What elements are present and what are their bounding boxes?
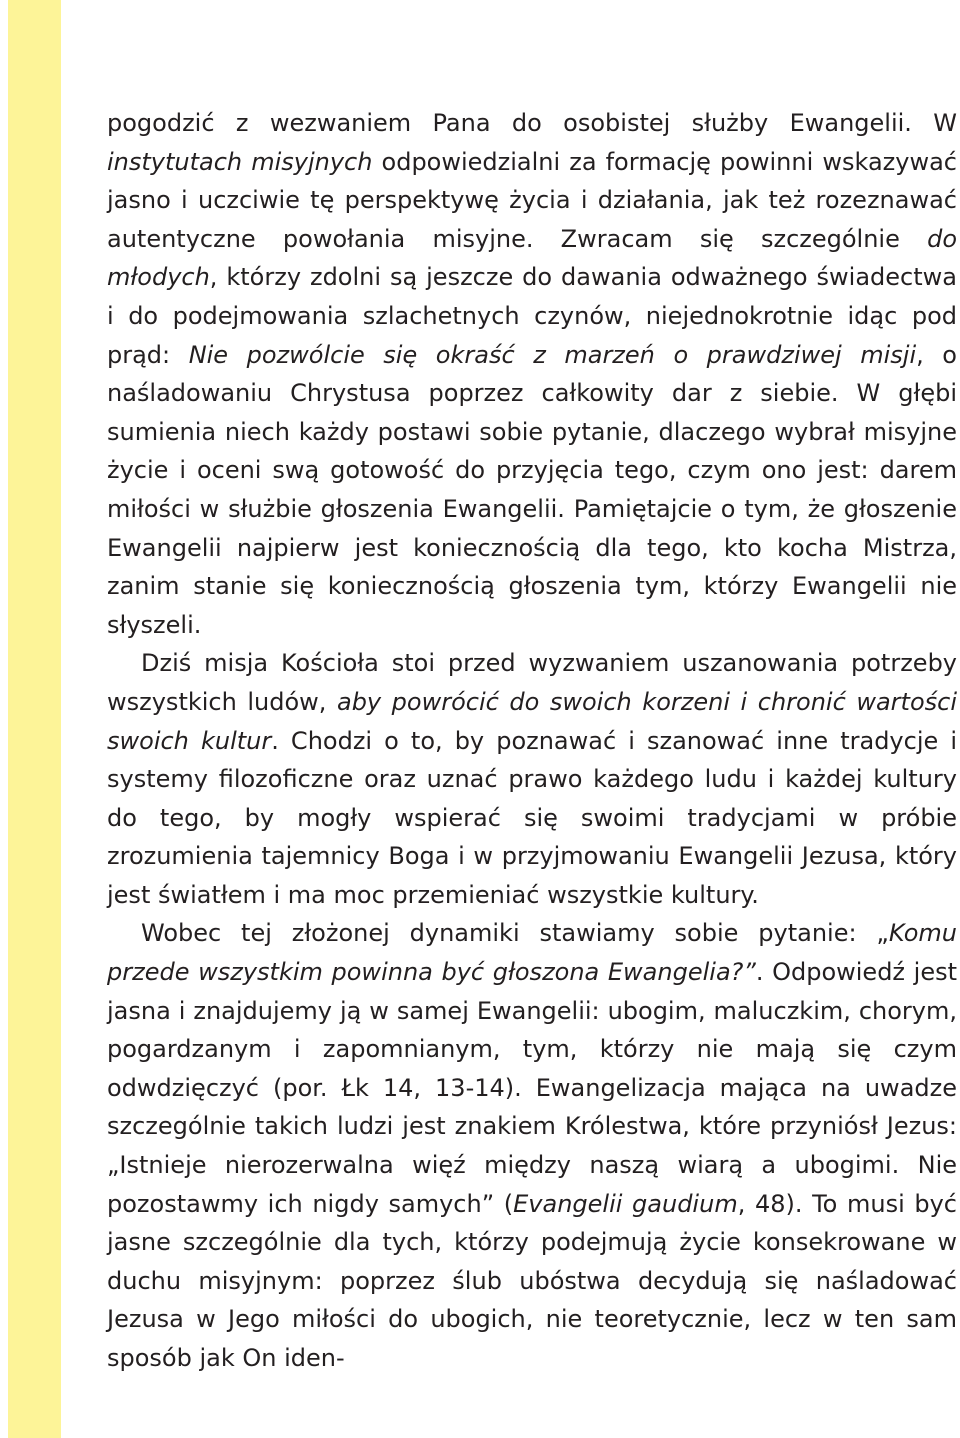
text-span: Wobec tej złożonej dynamiki stawiamy sobie pytanie: „ [141,919,889,948]
paragraph-2 [107,644,957,914]
margin-color-band [8,0,61,1438]
text-span: pogodzić z wezwaniem Pana do osobistej służby Ewangelii. W [107,109,957,137]
text-span: odpowiedzialni za formację powinni wskazywać jasno i uczciwie tę perspektywę życia i działania, jak też rozeznawać autentyczne powołania misyjne. Zwracam się szczególnie [107,147,957,253]
paragraph-3 [107,914,957,1377]
text-span: . Odpowiedź jest jasna i znajdujemy ją w samej Ewangelii: ubogim, maluczkim, chorym, pogardzanym i zapomnianym, tym, którzy nie mają się czym odwdzięczyć (por. Łk 14, 13-14). Ewangelizacja mająca na uwadze szczególnie takich ludzi jest znakiem Królestwa, które przyniósł Jezus: „Istnieje nierozerwalna więź między naszą wiarą a ubogimi. Nie pozostawmy ich nigdy samych” ( [107,958,957,1218]
text-span: . Chodzi o to, by poznawać i szanować inne tradycje i systemy filozoficzne oraz uznać prawo każdego ludu i każdej kultury do tego, by mogły wspierać się swoimi tradycjami w próbie zrozumienia tajemnicy Boga i w przyjmowaniu Ewangelii Jezusa, który jest światłem i ma moc przemieniać wszystkie kultury. [107,726,957,909]
italic-span: Nie pozwólcie się okraść z marzeń o prawdziwej misji [188,340,917,369]
text-span: Dziś misja Kościoła stoi przed wyzwaniem uszanowania potrzeby wszystkich ludów, [107,649,957,716]
text-span: , o naśladowaniu Chrystusa poprzez całkowity dar z siebie. W głębi sumienia niech każdy postawi sobie pytanie, dlaczego wybrał misyjne życie i oceni swą gotowość do przyjęcia tego, czym ono jest: darem miłości w służbie głoszenia Ewangelii. Pamiętajcie o tym, że głoszenie Ewangelii najpierw jest koniecznością dla tego, kto kocha Mistrza, zanim stanie się koniecznością głoszenia tym, którzy Ewangelii nie słyszeli. [107,340,957,639]
paragraph-1 [107,104,957,644]
italic-span: do młodych [107,224,957,292]
text-span: , którzy zdolni są jeszcze do dawania odważnego świadectwa i do podejmowania szlachetnych czynów, niejednokrotnie idąc pod prąd: [107,263,957,369]
body-text [107,104,957,1378]
italic-span: Komu przede wszystkim powinna być głoszona Ewangelia?” [107,919,957,987]
italic-span: instytutach misyjnych [107,147,373,176]
italic-span: Evangelii gaudium [513,1189,738,1218]
italic-span: aby powrócić do swoich korzeni i chronić wartości swoich kultur [107,687,957,755]
text-span: , 48). To musi być jasne szczególnie dla tych, którzy podejmują życie konsekrowane w duchu misyjnym: poprzez ślub ubóstwa decydują się naśladować Jezusa w Jego miłości do ubogich, nie teoretycznie, lecz w ten sam sposób jak On iden- [107,1189,958,1372]
